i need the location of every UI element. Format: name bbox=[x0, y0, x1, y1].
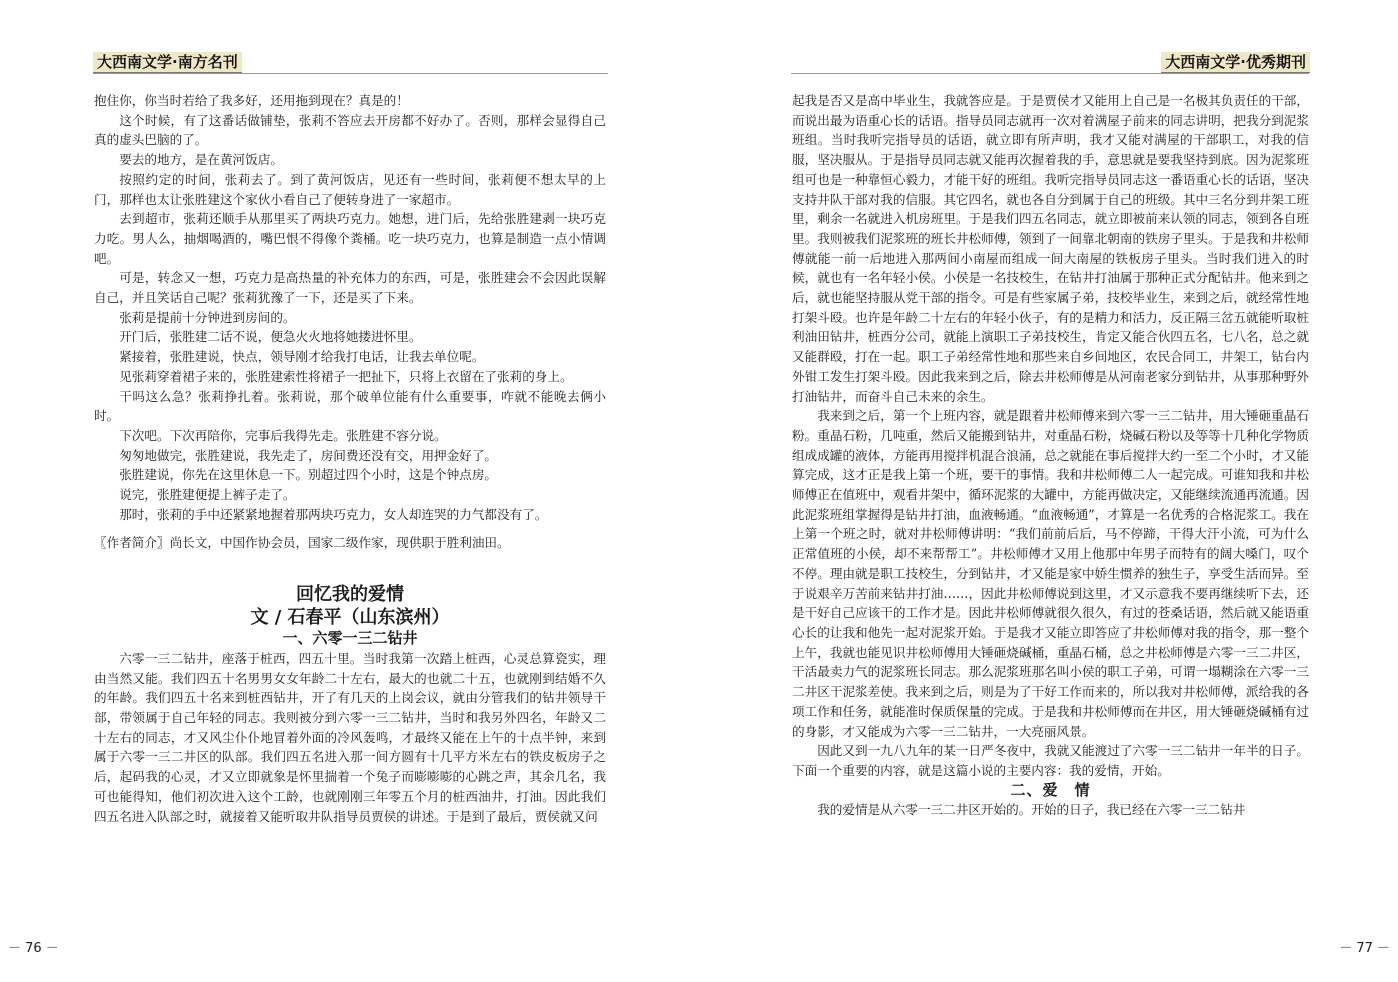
paragraph: 说完，张胜建便提上裤子走了。 bbox=[119, 487, 296, 503]
paragraph: 见张莉穿着裙子来的，张胜建索性将裙子一把扯下，只将上衣留在了张莉的身上。 bbox=[119, 368, 573, 384]
paragraph: 我来到之后，第一个上班内容，就是跟着井松师傅来到六零一三二钻井，用大锤砸重晶石粉。重晶石粉，几吨重，然后又能搬到钻井，对重晶石粉，烧碱石粉以及等等十几种化学物质组成成罐的液体，方能再用搅拌机混合浪涌，总之就能在事后搅拌大约一至二个小时，才又能算完成，这才正是我上第一个班，要干的事情。我和井松师傅二人一起完成。可谁知我和井松师傅正在值班中，观看井架中，循环泥浆的大罐中，方能再做决定，又能继续流通再流通。因此泥浆班组掌握得是钻井打油，血液畅通。“血液畅通”，才算是一名优秀的合格泥浆工。我在上第一个班之时，就对井松师傅讲明：“我们前前后后，马不停蹄，干得大汗小流，可为什么正常值班的小侯，却不来帮帮工”。井松师傅才又用上他那中年男子而特有的阔大嗓门，叹个不停。理由就是职工技校生，分到钻井，才又能是家中娇生惯养的独生子，享受生活而异。至于说艰辛万苦前来钻井打油……，因此井松师傅说到这里，才又示意我不要再继续听下去，还是干好自己应该干的工作才是。因此井松师傅就很久很久，有过的苍桑话语，然后就又能语重心长的让我和他先一起对泥浆开始。于是我才又能立即答应了井松师傅对我的指令，那一整个上午，我就也能见识井松师傅用大锤砸烧碱桶，重晶石桶，总之井松师傅是六零一三二井区，干活最卖力气的泥浆班长同志。那么泥浆班那名叫小侯的职工子弟，可谓一塌糊涂在六零一三二井区干泥浆差使。我来到之后，则是为了干好工作而来的，所以我对井松师傅，派给我的各项工作和任务，就能准时保质保量的完成。于是我和井松师傅而在井区，用大锤砸烧碱桶有过的身影，才又能成为六零一三二钻井，一大亮丽风景。 bbox=[792, 408, 1309, 739]
running-header: 大西南文学·南方名刊 bbox=[93, 52, 242, 73]
paragraph: 按照约定的时间，张莉去了。到了黄河饭店，见还有一些时间，张莉便不想太早的上门，那样也太让张胜建这个家伙小看自己了便转身进了一家超市。 bbox=[94, 171, 606, 207]
page-number: － 77 － bbox=[1339, 941, 1390, 956]
paragraph: 要去的地方，是在黄河饭店。 bbox=[119, 152, 283, 168]
paragraph: 抱住你，你当时若给了我多好，还用拖到现在？真是的！ bbox=[94, 93, 409, 108]
paragraph: 六零一三二钻井，座落于桩西，四五十里。当时我第一次踏上桩西，心灵总算瓷实，理由当然又能。我们四五十名男男女女年龄二十左右，最大的也就二十五，也就刚到结婚不久的年龄。我们四五十名来到桩西钻井，开了有几天的上岗会议，就由分管我们的钻井领导干部，带领属于自己年轻的同志。我则被分到六零一三二钻井，当时和我另外四名，年龄又二十左右的同志，才又风尘仆仆地冒着外面的冷风轰鸣，才最终又能在上午的十点半钟，来到属于六零一三二井区的队部。我们四五名进入那一间方圆有十几平方米左右的铁皮板房子之后，起码我的心灵，才又立即就象是怀里揣着一个兔子而嘭嘭嘭的心跳之声，其余几名，我可也能得知，他们初次进入这个工龄，也就刚刚三年零五个月的桩西油井，打油。因此我们四五名进入队部之时，就接着又能听取井队指导员贾侯的讲述。于是到了最后，贾侯就又问 bbox=[94, 650, 606, 824]
story-byline: 文 / 石春平（山东滨州） bbox=[250, 607, 450, 629]
right-page bbox=[699, 0, 1398, 982]
right-page-body bbox=[792, 91, 1309, 820]
header-rule bbox=[93, 73, 608, 74]
paragraph: 那时，张莉的手中还紧紧地握着那两块巧克力，女人却连哭的力气都没有了。 bbox=[119, 506, 548, 522]
paragraph: 紧接着，张胜建说，快点，领导刚才给我打电话，让我去单位呢。 bbox=[119, 349, 485, 365]
left-page-body bbox=[94, 91, 606, 826]
section-heading: 一、六零一三二钻井 bbox=[282, 629, 418, 648]
paragraph: 因此又到一九八九年的某一日严冬夜中，我就又能渡过了六零一三二钻井一年半的日子。下面一个重要的内容，就是这篇小说的主要内容：我的爱情，开始。 bbox=[792, 743, 1309, 778]
page-number: － 76 － bbox=[8, 941, 59, 956]
paragraph: 张胜建说，你先在这里休息一下。别超过四个小时，这是个钟点房。 bbox=[119, 467, 497, 483]
paragraph: 去到超市，张莉还顺手从那里买了两块巧克力。她想，进门后，先给张胜建剥一块巧克力吃。男人么，抽烟喝酒的，嘴巴恨不得像个粪桶。吃一块巧克力，也算是制造一点小情调吧。 bbox=[94, 211, 606, 266]
paragraph: 干吗这么急？张莉挣扎着。张莉说，那个破单位能有什么重要事，咋就不能晚去俩小时。 bbox=[94, 388, 606, 424]
paragraph: 张莉是提前十分钟进到房间的。 bbox=[119, 309, 296, 325]
paragraph: 这个时候，有了这番话做铺垫，张莉不答应去开房都不好办了。否则，那样会显得自己真的虚头巴脑的了。 bbox=[94, 112, 606, 148]
author-bio bbox=[94, 533, 606, 553]
header-rule bbox=[791, 73, 1309, 74]
running-header: 大西南文学·优秀期刊 bbox=[1161, 52, 1310, 73]
author-bio-text: 尚长文，中国作协会员，国家二级作家，现供职于胜利油田。 bbox=[169, 535, 510, 551]
paragraph: 下次吧。下次再陪你，完事后我得先走。张胜建不容分说。 bbox=[119, 427, 447, 443]
story-title: 回忆我的爱情 bbox=[296, 584, 404, 606]
story-title-block bbox=[94, 583, 606, 629]
paragraph: 匆匆地做完，张胜建说，我先走了，房间费还没有交，用押金好了。 bbox=[119, 447, 497, 463]
paragraph: 起我是否又是高中毕业生，我就答应是。于是贾侯才又能用上自己是一名极其负责任的干部，而说出最为语重心长的话语。指导员同志就再一次对着满屋子前来的同志讲明，把我分到泥浆班组。当时我听完指导员的话语，就立即有所声明，我才又能对满屋的干部职工，对我的信服，坚决服从。于是指导员同志就又能再次握着我的手，意思就是要我坚持到底。因为泥浆班组可也是一种靠恒心毅力，才能干好的班组。我听完指导员同志这一番语重心长的话语，坚决支持井队干部对我的信服。其它四名，就也各自分到属于自己的班级。其中三名分到井架工班里，剩余一名就进入机房班里。于是我们四五名同志，就立即被前来认领的同志，领到各自班里。我则被我们泥浆班的班长井松师傅，领到了一间靠北朝南的铁房子里头。于是我和井松师傅就能一前一后地进入那两间小南屋而组成一间大南屋的铁板房子里头。当时我们进入的时候，就也有一名年轻小侯。小侯是一名技校生，在钻井打油属于那种正式分配钻井。他来到之后，就也能坚持服从党干部的指令。可是有些家属子弟，技校毕业生，来到之后，就经常性地打架斗殴。也许是年龄二十左右的年轻小伙子，有的是精力和活力，反正隔三岔五就能听取桩利油田钻井，桩西分公司，就能上演职工子弟技校生，肯定又能合伙四五名，七八名，总之就又能群殴，打在一起。职工子弟经常性地和那些来自乡间地区，农民合同工，井架工，钻台内外钳工发生打架斗殴。因此我来到之后，除去井松师傅是从河南老家分到钻井，从事那种野外打油钻井，而奋斗自己未来的余生。 bbox=[792, 93, 1309, 404]
paragraph: 我的爱情是从六零一三二井区开始的。开始的日子，我已经在六零一三二钻井 bbox=[817, 802, 1246, 818]
paragraph: 可是，转念又一想，巧克力是高热量的补充体力的东西，可是，张胜建会不会因此误解自己，并且笑话自己呢？张莉犹豫了一下，还是买了下来。 bbox=[94, 270, 606, 306]
author-bio-label: 〖作者简介〗 bbox=[94, 535, 170, 551]
section-heading: 二、爱 情 bbox=[1010, 780, 1091, 799]
paragraph: 开门后，张胜建二话不说，便急火火地将她搂进怀里。 bbox=[119, 329, 422, 345]
